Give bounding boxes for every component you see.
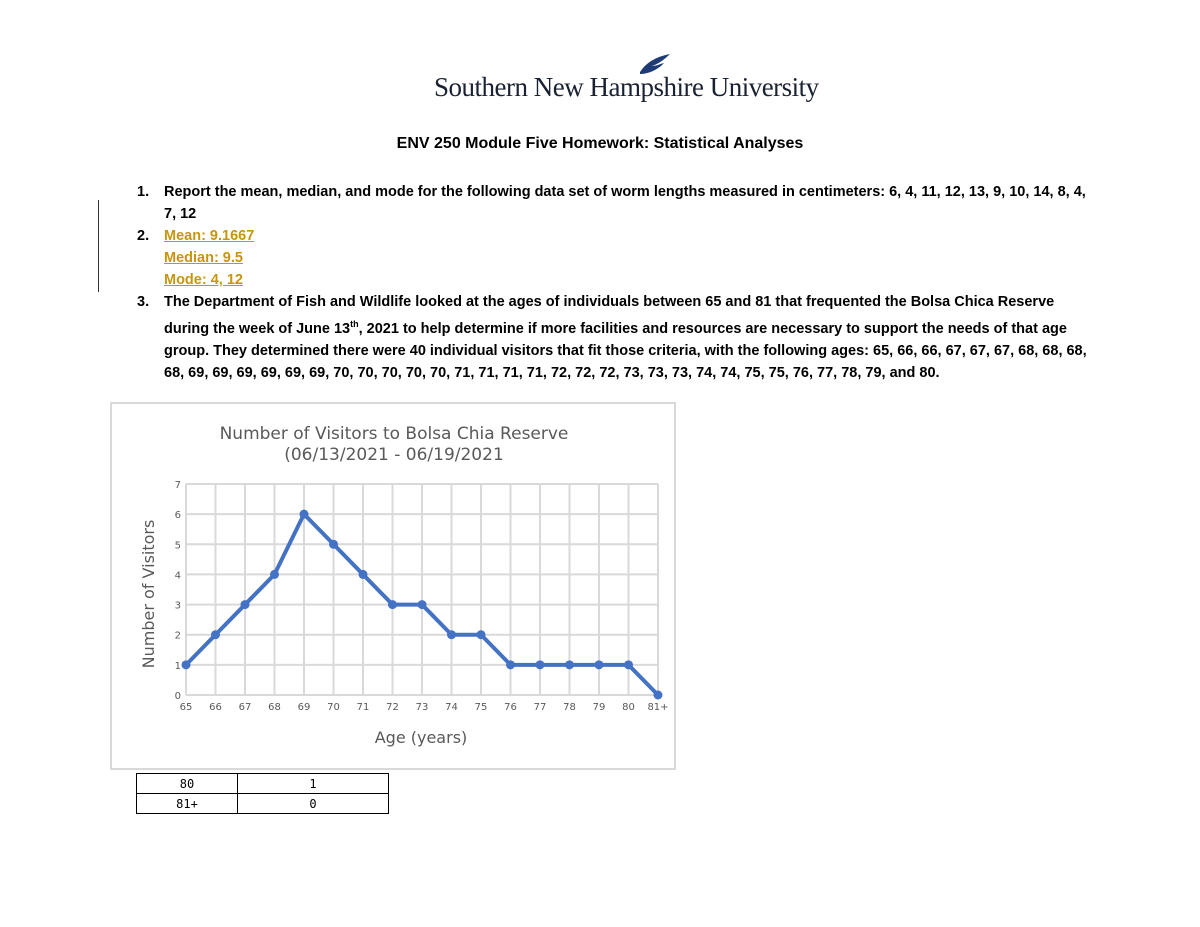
y-tick-labels	[175, 480, 181, 702]
x-tick-label: 78	[563, 702, 576, 713]
y-tick-label: 6	[174, 510, 181, 522]
data-point	[654, 691, 663, 700]
data-point	[388, 600, 397, 609]
x-tick-label: 81+	[647, 702, 669, 713]
question-3-number: 3.	[137, 294, 150, 310]
chart-frame	[110, 402, 676, 770]
table-cell-age: 80	[137, 774, 238, 794]
x-tick-label: 72	[386, 702, 399, 713]
y-tick-label: 7	[174, 480, 181, 491]
x-tick-label: 76	[504, 702, 517, 713]
data-point	[300, 510, 309, 519]
answer-median: Median: 9.5	[164, 250, 243, 266]
data-point	[241, 600, 250, 609]
data-point	[211, 630, 220, 639]
data-point	[506, 660, 515, 669]
data-point	[536, 660, 545, 669]
question-3	[137, 291, 1087, 384]
data-point	[359, 570, 368, 579]
table-cell-age: 81+	[137, 794, 238, 814]
data-point	[595, 660, 604, 669]
x-tick-label: 69	[297, 702, 311, 713]
question-3-text: The Department of Fish and Wildlife looked at the ages of individuals between 65 and 81 that frequented the Bolsa Chica Reserve during the week of June 13th, 2021 to help determine if more facilities and resources are necessary to support the needs of that age group. They determined there were 40 individual visitors that fit those criteria, with the following ages: 65, 66, 66, 67, 67, 67, 68, 68, 68, 68, 69, 69, 69, 69, 69, 69, 70, 70, 70, 70, 70, 71, 71, 71, 71, 72, 72, 72, 73, 73, 73, 74, 74, 75, 75, 76, 77, 78, 79, and 80.	[164, 294, 1087, 381]
document-title: ENV 250 Module Five Homework: Statistical Analyses	[396, 135, 804, 152]
y-tick-label: 3	[174, 600, 181, 612]
y-tick-label: 5	[174, 540, 181, 552]
question-1	[137, 181, 1087, 225]
data-point	[565, 660, 574, 669]
data-point	[447, 630, 456, 639]
y-axis-label: Number of Visitors	[139, 519, 158, 669]
x-tick-label: 71	[356, 702, 370, 713]
answer-2	[137, 225, 1087, 291]
data-point	[477, 630, 486, 639]
y-tick-label: 1	[174, 660, 181, 672]
table-row	[137, 794, 389, 814]
logo-text: Southern New Hampshire University	[434, 72, 819, 102]
data-point	[182, 660, 191, 669]
question-1-number: 1.	[137, 184, 150, 200]
x-tick-label: 65	[179, 702, 193, 713]
x-tick-label: 77	[533, 702, 547, 713]
x-tick-label: 70	[327, 702, 340, 713]
y-tick-label: 4	[174, 570, 181, 582]
answer-2-number: 2.	[137, 228, 150, 244]
x-tick-label: 75	[474, 702, 488, 713]
data-point	[270, 570, 279, 579]
x-tick-label: 73	[415, 702, 429, 713]
data-point	[418, 600, 427, 609]
answer-mode: Mode: 4, 12	[164, 272, 243, 288]
x-tick-label: 79	[592, 702, 606, 713]
x-tick-labels	[180, 702, 669, 713]
line-chart	[112, 404, 678, 772]
visitor-table	[136, 773, 389, 814]
x-axis-label: Age (years)	[374, 728, 468, 747]
answer-mean: Mean: 9.1667	[164, 228, 255, 244]
y-tick-label: 0	[174, 691, 181, 702]
chart-title: Number of Visitors to Bolsa Chia Reserve	[219, 424, 569, 444]
question-1-text: Report the mean, median, and mode for the following data set of worm lengths measured in centimeters: 6, 4, 11, 12, 13, 9, 10, 14, 8, 4, 7, 12	[164, 184, 1086, 222]
university-logo	[434, 52, 819, 104]
data-point	[624, 660, 633, 669]
x-tick-label: 80	[622, 702, 635, 713]
x-tick-label: 67	[238, 702, 252, 713]
x-tick-label: 66	[209, 702, 222, 713]
x-tick-label: 74	[445, 702, 458, 713]
table-cell-count: 1	[238, 774, 389, 794]
table-cell-count: 0	[238, 794, 389, 814]
margin-change-bar	[98, 200, 99, 292]
table-row	[137, 774, 389, 794]
y-tick-label: 2	[174, 630, 181, 642]
x-tick-label: 68	[268, 702, 281, 713]
data-point	[329, 540, 338, 549]
chart-subtitle: (06/13/2021 - 06/19/2021	[284, 445, 504, 465]
